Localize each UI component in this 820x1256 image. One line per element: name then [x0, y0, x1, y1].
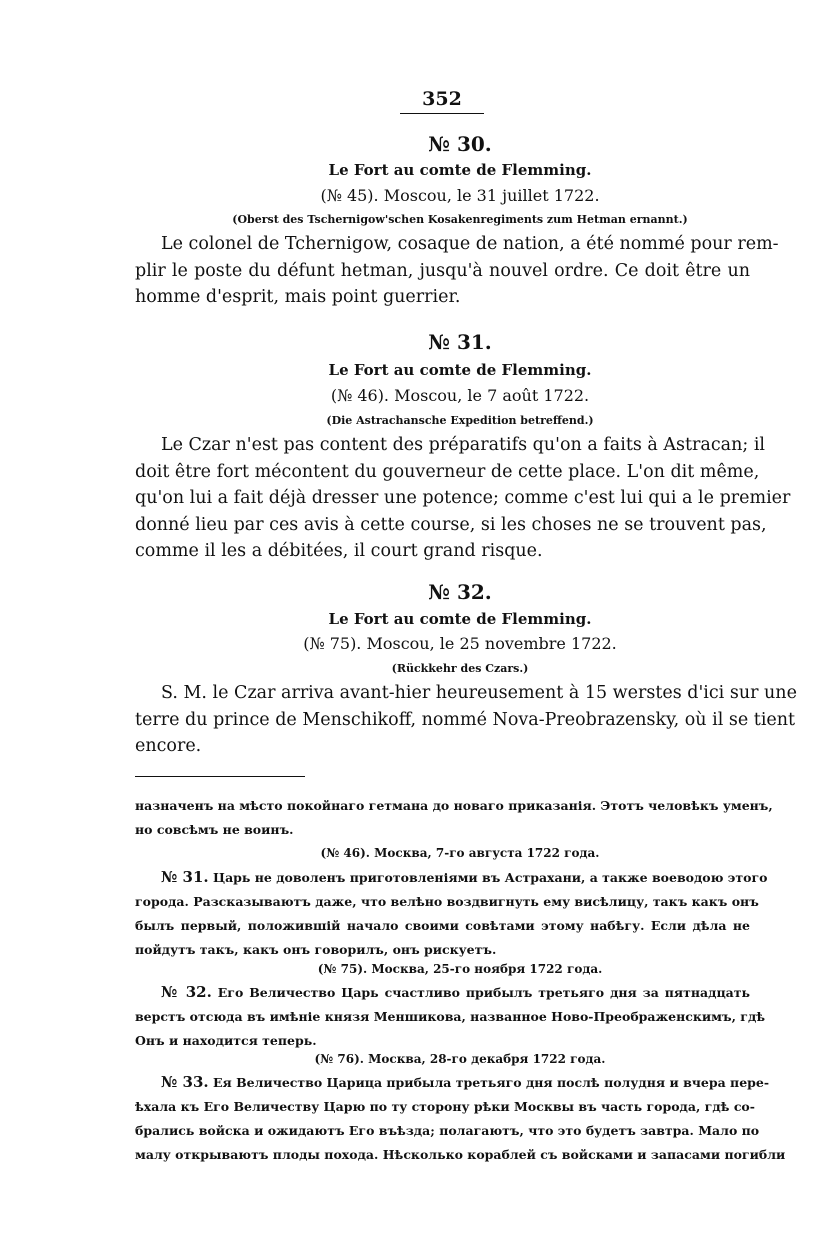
text-line: но совсѣмъ не воинъ.	[135, 822, 294, 837]
text-line: пойдутъ такъ, какъ онъ говорилъ, онъ рискуетъ.	[135, 942, 497, 957]
letter-31-dateline: (№ 46). Moscou, le 7 août 1722.	[330, 386, 590, 405]
text-line: comme il les a débitées, il court grand risque.	[135, 541, 543, 561]
text-line: малу открываютъ плоды похода. Нѣсколько кораблей съ войсками и запасами погибли	[135, 1147, 786, 1162]
text-line: города. Разсказываютъ даже, что велѣно воздвигнуть ему висѣлицу, такъ какъ онъ	[135, 894, 759, 909]
text-line: homme d'esprit, mais point guerrier.	[135, 287, 461, 307]
text-line: назначенъ на мѣсто покойнаго гетмана до новаго приказанія. Этотъ человѣкъ уменъ,	[135, 798, 773, 813]
letter-32-body	[135, 680, 797, 760]
text-line: верстъ отсюда въ имѣніе князя Меншикова, названное Ново-Преображенскимъ, гдѣ	[135, 1009, 766, 1024]
text-line: ѣхала къ Его Величеству Царю по ту сторону рѣки Москвы въ часть города, гдѣ со-	[135, 1099, 755, 1114]
text-line: Онъ и находится теперь.	[135, 1033, 317, 1048]
translation-letter-number: № 32.	[161, 983, 212, 1001]
translation-block-3	[135, 980, 766, 1053]
text-line: Его Величество Царь счастливо прибылъ третьяго дня за пятнадцать	[217, 985, 751, 1000]
letter-30-note: (Oberst des Tschernigow'schen Kosakenregiments zum Hetman ernannt.)	[232, 213, 688, 226]
translation-block-4	[135, 1070, 786, 1167]
letter-30-body	[135, 231, 779, 311]
translation-date-1: (№ 46). Москва, 7-го августа 1722 года.	[320, 846, 600, 860]
letter-30-sender: Le Fort au comte de Flemming.	[328, 161, 592, 179]
text-line: terre du prince de Menschikoff, nommé Nova-Preobrazensky, où il se tient	[135, 709, 796, 730]
letter-32-sender: Le Fort au comte de Flemming.	[328, 610, 592, 628]
text-line: S. M. le Czar arriva avant-hier heureusement à 15 werstes d'ici sur une	[161, 683, 797, 703]
letter-32-dateline: (№ 75). Moscou, le 25 novembre 1722.	[303, 634, 617, 653]
text-line: Le colonel de Tchernigow, cosaque de nation, a été nommé pour rem-	[161, 234, 779, 254]
footnote-divider	[135, 776, 305, 777]
letter-31-sender: Le Fort au comte de Flemming.	[328, 361, 592, 379]
letter-31-note: (Die Astrachansche Expedition betreffend.)	[326, 414, 594, 427]
letter-31-number: № 31.	[428, 330, 492, 354]
text-line: doit être fort mécontent du gouverneur de cette place. L'on dit même,	[135, 461, 760, 482]
text-line: plir le poste du défunt hetman, jusqu'à nouvel ordre. Ce doit être un	[135, 260, 750, 281]
text-line: donné lieu par ces avis à cette course, si les choses ne se trouvent pas,	[135, 514, 767, 535]
letter-32-note: (Rückkehr des Czars.)	[391, 662, 529, 675]
text-line: брались войска и ожидаютъ Его въѣзда; полагаютъ, что это будетъ завтра. Мало по	[135, 1123, 760, 1138]
letter-31-body	[135, 432, 791, 565]
text-line: Ея Величество Царица прибыла третьяго дня послѣ полудня и вчера пере-	[212, 1075, 770, 1090]
translation-block-1	[135, 794, 773, 842]
text-line: qu'on lui a fait déjà dresser une potence; comme c'est lui qui a le premier	[135, 488, 791, 508]
translation-date-3: (№ 76). Москва, 28-го декабря 1722 года.	[314, 1052, 606, 1066]
translation-letter-number: № 31.	[161, 868, 209, 886]
translation-block-2	[135, 865, 768, 962]
letter-30-dateline: (№ 45). Moscou, le 31 juillet 1722.	[320, 186, 600, 205]
translation-date-2: (№ 75). Москва, 25-го ноября 1722 года.	[317, 962, 603, 976]
text-line: Le Czar n'est pas content des préparatifs qu'on a faits à Astracan; il	[161, 435, 766, 455]
text-line: encore.	[135, 736, 202, 756]
page-number: 352	[400, 88, 484, 114]
letter-32-number: № 32.	[428, 580, 492, 604]
text-line: Царь не доволенъ приготовленіями въ Астрахани, а также воеводою этого	[212, 870, 768, 885]
text-line: былъ первый, положившій начало своими совѣтами этому набѣгу. Если дѣла не	[135, 918, 750, 933]
letter-30-number: № 30.	[428, 132, 492, 156]
translation-letter-number: № 33.	[161, 1073, 209, 1091]
